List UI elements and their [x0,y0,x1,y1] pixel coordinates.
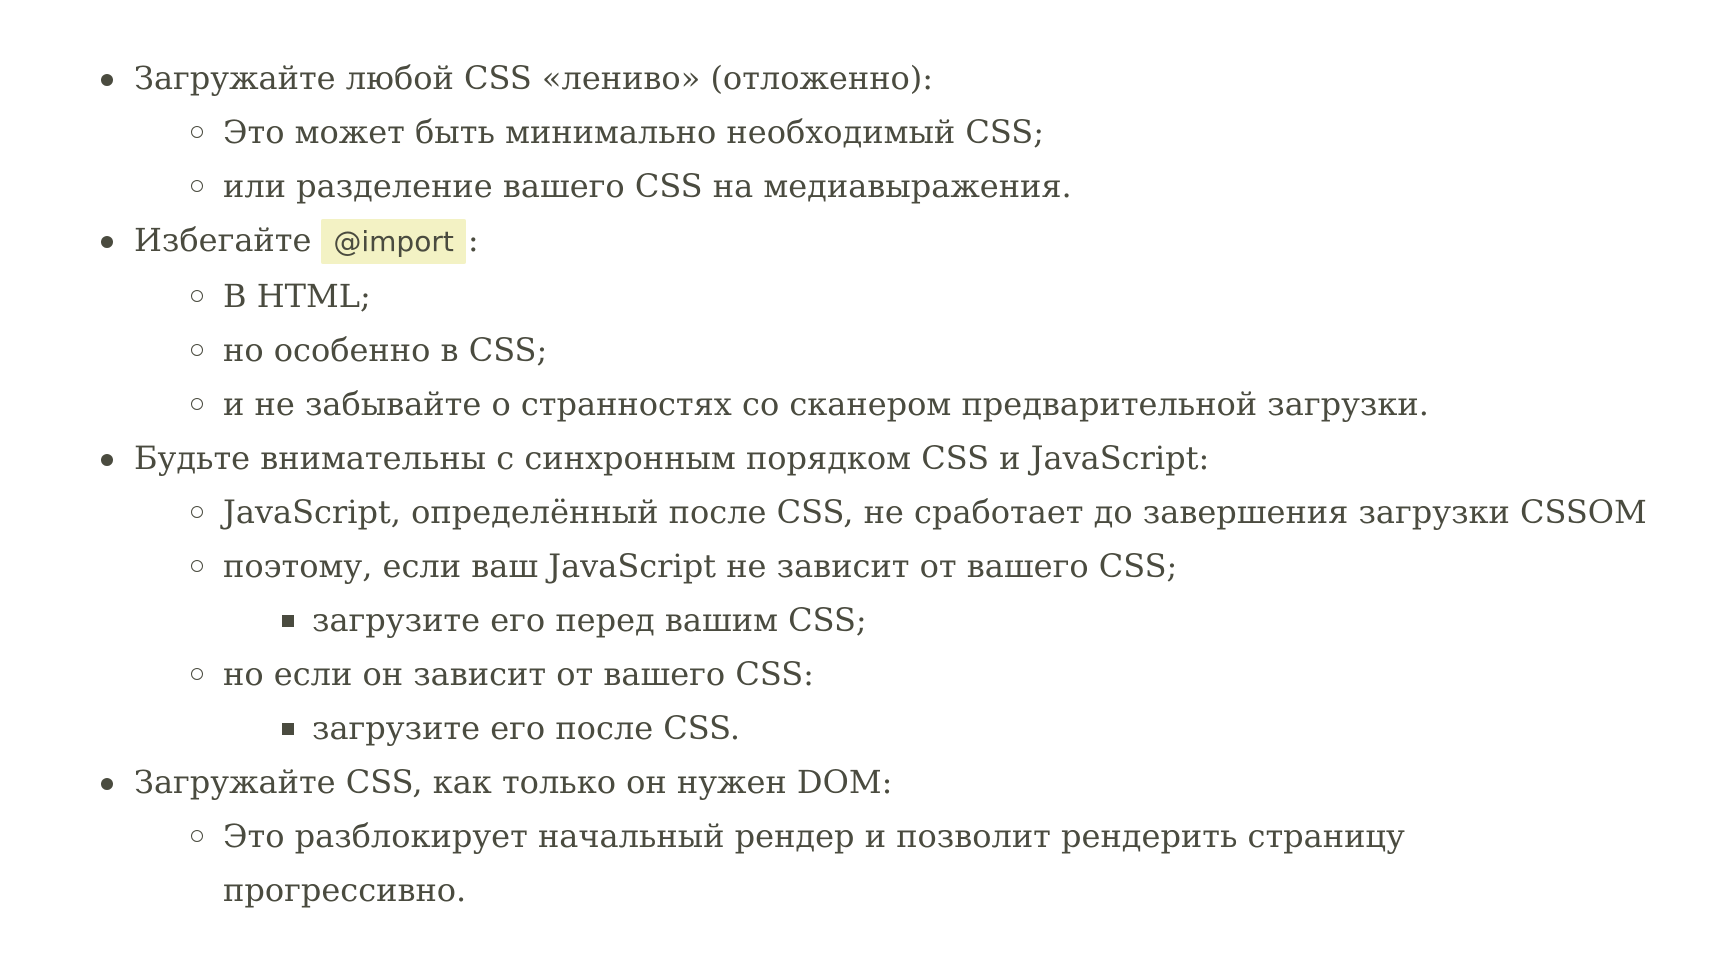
list-item-text: или разделение вашего CSS на медиавыражения. [223,167,1072,205]
list-item-text: и не забывайте о странностях со сканером предварительной загрузки. [223,385,1429,423]
bullet-square-icon [282,615,294,627]
list-item-text: Загружайте любой CSS «лениво» (отложенно): [134,59,934,97]
list-item [0,431,1714,485]
list-item [0,593,1714,647]
bullet-circle-icon [191,560,203,572]
bullet-disc-icon [101,454,113,466]
bullet-circle-icon [191,344,203,356]
list-item-text: загрузите его перед вашим CSS; [312,601,867,639]
bullet-circle-icon [191,398,203,410]
bullet-disc-icon [101,74,113,86]
list-item-text: Избегайте [134,221,312,259]
list-item [0,105,1714,159]
list-item-text: В HTML; [223,277,371,315]
bullet-circle-icon [191,830,203,842]
list-item [0,701,1714,755]
bullet-square-icon [282,723,294,735]
bullet-circle-icon [191,506,203,518]
list-item [0,51,1714,105]
bullet-circle-icon [191,290,203,302]
list-item-text: загрузите его после CSS. [312,709,741,747]
list-item-text: Загружайте CSS, как только он нужен DOM: [134,763,893,801]
bullet-circle-icon [191,668,203,680]
bullet-list [0,51,1714,917]
list-item-text: : [467,221,479,259]
inline-code: @import [321,219,465,264]
bullet-circle-icon [191,126,203,138]
list-item-text: Это может быть минимально необходимый CSS; [223,113,1044,151]
bullet-disc-icon [101,778,113,790]
bullet-disc-icon [101,236,113,248]
list-item [0,269,1714,323]
list-item [0,539,1714,593]
bullet-circle-icon [191,180,203,192]
list-item [0,159,1714,213]
list-item [0,485,1714,539]
list-item-text: но если он зависит от вашего CSS: [223,655,814,693]
list-item [0,755,1714,809]
list-item [0,377,1714,431]
list-item [0,809,1503,917]
list-item [0,323,1714,377]
list-item-text: JavaScript, определённый после CSS, не сработает до завершения загрузки CSSOM [223,493,1647,531]
list-item-text: Будьте внимательны с синхронным порядком CSS и JavaScript: [134,439,1210,477]
list-item-text: но особенно в CSS; [223,331,548,369]
list-item-text: поэтому, если ваш JavaScript не зависит от вашего CSS; [223,547,1178,585]
list-item-text: Это разблокирует начальный рендер и позволит рендерить страницу прогрессивно. [223,817,1405,909]
list-item [0,647,1714,701]
list-item [0,213,1714,269]
